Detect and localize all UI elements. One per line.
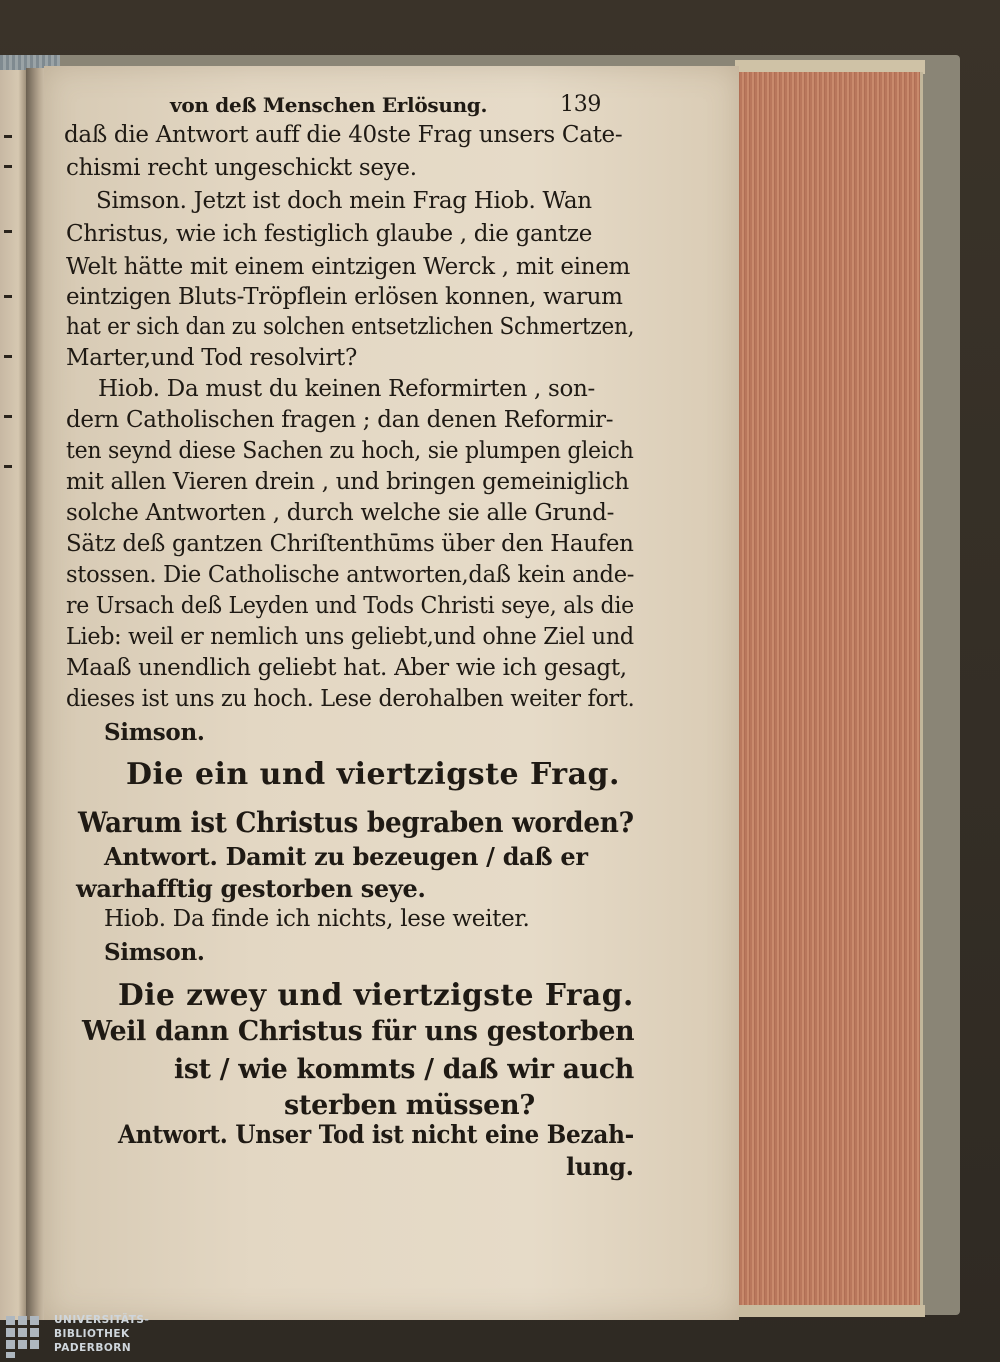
- logo-line: PADERBORN: [54, 1342, 132, 1354]
- body-line: re Ursach deß Leyden und Tods Christi seye, als die: [66, 593, 634, 619]
- question-42-line: ist / wie kommts / daß wir auch: [174, 1054, 634, 1085]
- body-line: Simson.: [104, 719, 205, 746]
- body-line: daß die Antwort auff die 40ste Frag unsers Cate-: [64, 122, 623, 148]
- heading-question-41: Die ein und viertzigste Frag.: [126, 757, 620, 792]
- logo-line: BIBLIOTHEK: [54, 1328, 130, 1340]
- question-41: Warum ist Christus begraben worden?: [78, 806, 634, 839]
- logo-line: UNIVERSITÄTS-: [54, 1314, 150, 1326]
- body-line: Christus, wie ich festiglich glaube , die gantze: [66, 221, 593, 247]
- library-logo: [2, 1312, 162, 1360]
- body-line: eintzigen Bluts-Tröpflein erlösen konnen, warum: [66, 284, 623, 310]
- body-line: stossen. Die Catholische antworten,daß kein ande-: [66, 562, 635, 588]
- question-42-line: sterben müssen?: [284, 1090, 535, 1121]
- answer-42-line: lung.: [566, 1152, 634, 1181]
- body-line: hat er sich dan zu solchen entsetzlichen Schmertzen,: [66, 314, 635, 340]
- body-line: ten seynd diese Sachen zu hoch, sie plumpen gleich: [66, 438, 634, 464]
- body-line: Marter,und Tod resolvirt?: [66, 345, 358, 371]
- body-line: Simson. Jetzt ist doch mein Frag Hiob. Wan: [96, 188, 592, 214]
- body-line: Welt hätte mit einem eintzigen Werck , mit einem: [66, 254, 631, 280]
- body-line: Maaß unendlich geliebt hat. Aber wie ich gesagt,: [66, 655, 627, 681]
- question-42-line: Weil dann Christus für uns gestorben: [82, 1016, 635, 1047]
- body-line: dieses ist uns zu hoch. Lese derohalben weiter fort.: [66, 686, 635, 712]
- page-number: 139: [560, 92, 602, 117]
- body-line: mit allen Vieren drein , und bringen gemeiniglich: [66, 469, 629, 495]
- body-line: Hiob. Da must du keinen Reformirten , son-: [98, 376, 596, 402]
- answer-42-line: Antwort. Unser Tod ist nicht eine Bezah-: [118, 1120, 634, 1149]
- answer-41-line: warhafftig gestorben seye.: [76, 874, 426, 903]
- body-line: Hiob. Da finde ich nichts, lese weiter.: [104, 906, 530, 932]
- body-line: dern Catholischen fragen ; dan denen Reformir-: [66, 407, 614, 433]
- body-line: solche Antworten , durch welche sie alle Grund-: [66, 500, 615, 526]
- body-line: Lieb: weil er nemlich uns geliebt,und ohne Ziel und: [66, 624, 634, 650]
- answer-41-line: Antwort. Damit zu bezeugen / daß er: [104, 842, 588, 871]
- library-logo-icon: [2, 1312, 50, 1360]
- running-head: von deß Menschen Erlösung.: [170, 93, 488, 117]
- body-line: chismi recht ungeschickt seye.: [66, 155, 417, 181]
- body-line: Simson.: [104, 939, 205, 966]
- body-line: Sätz deß gantzen Chriſtenthūms über den Haufen: [66, 531, 634, 557]
- heading-question-42: Die zwey und viertzigste Frag.: [118, 978, 634, 1013]
